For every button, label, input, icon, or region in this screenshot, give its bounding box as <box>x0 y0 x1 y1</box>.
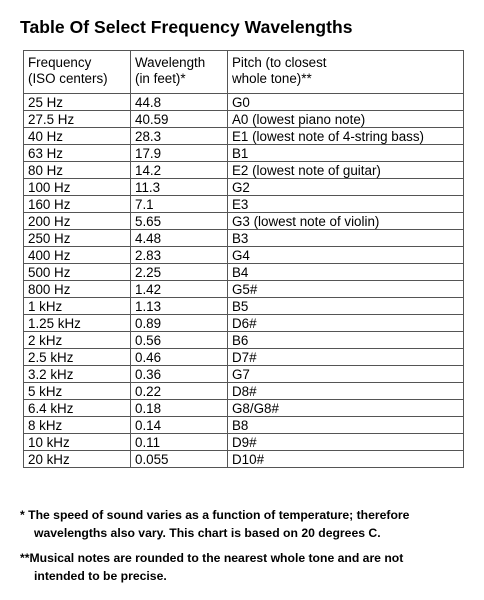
footnote-temperature <box>20 506 460 542</box>
wavelength-cell: 0.22 <box>131 383 228 400</box>
pitch-cell: G4 <box>228 247 464 264</box>
table-row <box>24 281 464 298</box>
pitch-cell: E2 (lowest note of guitar) <box>228 162 464 179</box>
pitch-cell: D8# <box>228 383 464 400</box>
header-pitch-line1: Pitch (to closest <box>232 55 327 70</box>
pitch-cell: D7# <box>228 349 464 366</box>
wavelength-cell: 40.59 <box>131 111 228 128</box>
wavelength-cell: 0.18 <box>131 400 228 417</box>
frequency-cell: 40 Hz <box>24 128 131 145</box>
frequency-wavelength-table <box>23 50 464 468</box>
frequency-cell: 2 kHz <box>24 332 131 349</box>
wavelength-cell: 4.48 <box>131 230 228 247</box>
header-wavelength-line2: (in feet)* <box>135 71 186 86</box>
table-row <box>24 298 464 315</box>
frequency-cell: 3.2 kHz <box>24 366 131 383</box>
frequency-cell: 100 Hz <box>24 179 131 196</box>
wavelength-cell: 17.9 <box>131 145 228 162</box>
table-header-row <box>24 51 464 94</box>
pitch-cell: B6 <box>228 332 464 349</box>
pitch-cell: D6# <box>228 315 464 332</box>
frequency-cell: 80 Hz <box>24 162 131 179</box>
pitch-cell: E1 (lowest note of 4-string bass) <box>228 128 464 145</box>
header-frequency-line1: Frequency <box>28 55 92 70</box>
wavelength-cell: 2.25 <box>131 264 228 281</box>
footnote-temperature-line2: wavelengths also vary. This chart is based on 20 degrees C. <box>34 526 381 540</box>
frequency-cell: 800 Hz <box>24 281 131 298</box>
frequency-cell: 25 Hz <box>24 94 131 111</box>
wavelength-cell: 0.36 <box>131 366 228 383</box>
pitch-cell: G7 <box>228 366 464 383</box>
table-row <box>24 366 464 383</box>
frequency-cell: 400 Hz <box>24 247 131 264</box>
frequency-cell: 10 kHz <box>24 434 131 451</box>
pitch-cell: B3 <box>228 230 464 247</box>
table-row <box>24 145 464 162</box>
table-row <box>24 128 464 145</box>
pitch-cell: D10# <box>228 451 464 468</box>
footnote-musical-notes <box>20 549 460 585</box>
wavelength-cell: 7.1 <box>131 196 228 213</box>
footnote-temperature-line1: * The speed of sound varies as a function of temperature; therefore <box>20 508 410 522</box>
pitch-cell: G8/G8# <box>228 400 464 417</box>
pitch-cell: B1 <box>228 145 464 162</box>
frequency-cell: 250 Hz <box>24 230 131 247</box>
wavelength-cell: 1.13 <box>131 298 228 315</box>
table-row <box>24 94 464 111</box>
table-row <box>24 400 464 417</box>
pitch-cell: B5 <box>228 298 464 315</box>
table-row <box>24 111 464 128</box>
wavelength-cell: 0.56 <box>131 332 228 349</box>
page-title: Table Of Select Frequency Wavelengths <box>20 17 353 37</box>
wavelength-cell: 28.3 <box>131 128 228 145</box>
table-row <box>24 434 464 451</box>
table-row <box>24 264 464 281</box>
pitch-cell: A0 (lowest piano note) <box>228 111 464 128</box>
table-row <box>24 451 464 468</box>
wavelength-cell: 11.3 <box>131 179 228 196</box>
header-frequency-line2: (ISO centers) <box>28 71 108 86</box>
frequency-cell: 200 Hz <box>24 213 131 230</box>
wavelength-cell: 14.2 <box>131 162 228 179</box>
frequency-cell: 1.25 kHz <box>24 315 131 332</box>
table-row <box>24 230 464 247</box>
frequency-cell: 63 Hz <box>24 145 131 162</box>
frequency-cell: 2.5 kHz <box>24 349 131 366</box>
frequency-cell: 27.5 Hz <box>24 111 131 128</box>
frequency-cell: 20 kHz <box>24 451 131 468</box>
wavelength-cell: 5.65 <box>131 213 228 230</box>
pitch-cell: E3 <box>228 196 464 213</box>
table-row <box>24 315 464 332</box>
wavelength-cell: 44.8 <box>131 94 228 111</box>
header-wavelength-line1: Wavelength <box>135 55 206 70</box>
pitch-cell: B8 <box>228 417 464 434</box>
pitch-cell: G0 <box>228 94 464 111</box>
table-row <box>24 332 464 349</box>
wavelength-cell: 0.46 <box>131 349 228 366</box>
header-frequency <box>24 51 131 94</box>
table-row <box>24 196 464 213</box>
table-row <box>24 247 464 264</box>
pitch-cell: G3 (lowest note of violin) <box>228 213 464 230</box>
table-body <box>24 94 464 468</box>
table-row <box>24 349 464 366</box>
frequency-cell: 1 kHz <box>24 298 131 315</box>
wavelength-cell: 2.83 <box>131 247 228 264</box>
header-pitch-line2: whole tone)** <box>232 71 312 86</box>
wavelength-cell: 1.42 <box>131 281 228 298</box>
wavelength-cell: 0.89 <box>131 315 228 332</box>
table-row <box>24 162 464 179</box>
pitch-cell: G5# <box>228 281 464 298</box>
frequency-cell: 5 kHz <box>24 383 131 400</box>
pitch-cell: B4 <box>228 264 464 281</box>
wavelength-cell: 0.055 <box>131 451 228 468</box>
wavelength-cell: 0.11 <box>131 434 228 451</box>
frequency-cell: 500 Hz <box>24 264 131 281</box>
header-wavelength <box>131 51 228 94</box>
wavelength-cell: 0.14 <box>131 417 228 434</box>
frequency-cell: 160 Hz <box>24 196 131 213</box>
table-row <box>24 179 464 196</box>
header-pitch <box>228 51 464 94</box>
table-row <box>24 213 464 230</box>
footnote-musical-notes-line1: **Musical notes are rounded to the nearest whole tone and are not <box>20 551 404 565</box>
pitch-cell: D9# <box>228 434 464 451</box>
pitch-cell: G2 <box>228 179 464 196</box>
footnote-musical-notes-line2: intended to be precise. <box>34 569 167 583</box>
table-row <box>24 417 464 434</box>
table-row <box>24 383 464 400</box>
frequency-cell: 8 kHz <box>24 417 131 434</box>
frequency-cell: 6.4 kHz <box>24 400 131 417</box>
